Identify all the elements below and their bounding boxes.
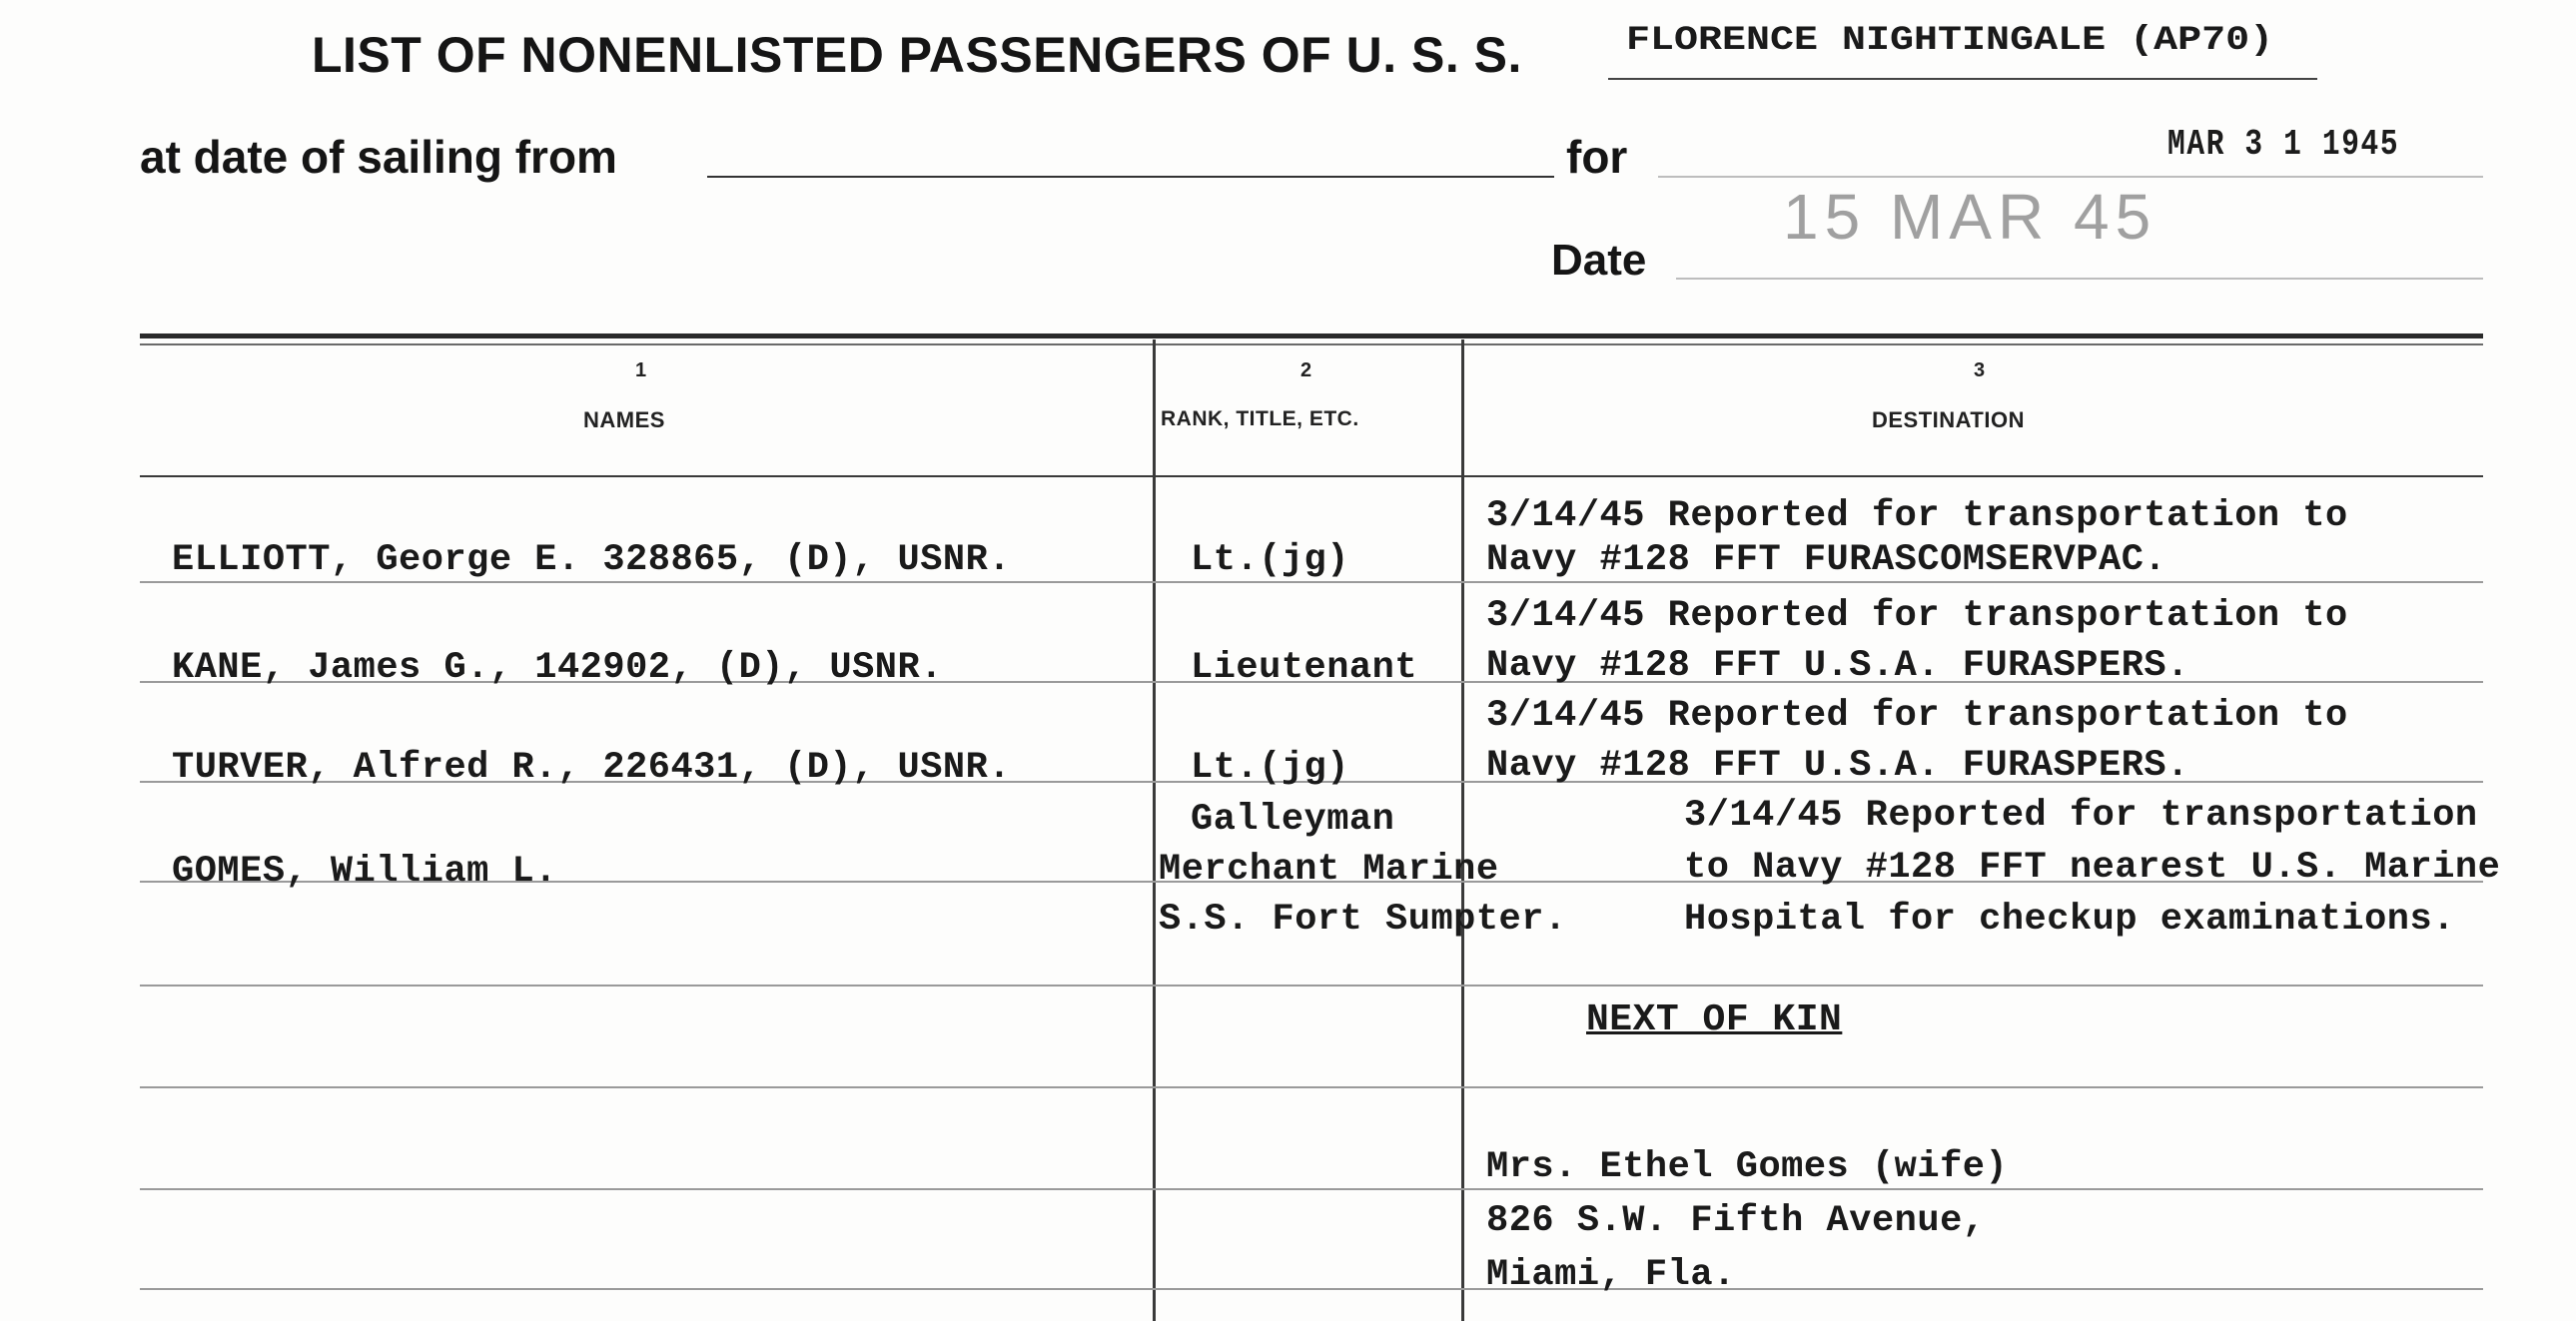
column-header-destination: DESTINATION <box>1872 407 2025 432</box>
ship-name: FLORENCE NIGHTINGALE (AP70) <box>1626 22 2274 61</box>
date-label: Date <box>1551 236 1647 285</box>
row-rule <box>140 1288 2483 1290</box>
passenger-name: KANE, James G., 142902, (D), USNR. <box>172 647 943 689</box>
column-number-rank: 2 <box>1300 359 1312 381</box>
header-bottom-rule <box>140 475 2483 477</box>
passenger-name: ELLIOTT, George E. 328865, (D), USNR. <box>172 539 1012 581</box>
row-rule <box>140 1188 2483 1190</box>
row-rule <box>140 1086 2483 1088</box>
column-header-rank: RANK, TITLE, ETC. <box>1161 407 1359 430</box>
next-of-kin-line: 826 S.W. Fifth Avenue, <box>1486 1200 1986 1242</box>
destination-line: 3/14/45 Reported for transportation <box>1684 795 2478 837</box>
sailing-from-label: at date of sailing from <box>140 131 617 183</box>
column-number-names: 1 <box>635 359 647 381</box>
column-number-destination: 3 <box>1974 359 1986 381</box>
column-divider-2 <box>1461 339 1464 1321</box>
for-label: for <box>1566 131 1628 183</box>
destination-line: Hospital for checkup examinations. <box>1684 899 2455 941</box>
passenger-rank: Lieutenant <box>1191 647 1418 689</box>
for-line <box>1658 176 2483 178</box>
received-date-stamp: MAR 3 1 1945 <box>2167 124 2400 165</box>
table-top-rule-secondary <box>140 343 2483 345</box>
next-of-kin-line: Mrs. Ethel Gomes (wife) <box>1486 1146 2009 1188</box>
next-of-kin-line: Miami, Fla. <box>1486 1254 1736 1296</box>
passenger-rank: S.S. Fort Sumpter. <box>1159 899 1567 941</box>
destination-line: to Navy #128 FFT nearest U.S. Marine <box>1684 847 2501 889</box>
table-top-rule <box>140 333 2483 338</box>
passenger-rank: Merchant Marine <box>1159 849 1499 891</box>
next-of-kin-heading: NEXT OF KIN <box>1586 998 1843 1041</box>
column-header-names: NAMES <box>583 407 665 432</box>
passenger-rank: Galleyman <box>1191 799 1395 841</box>
destination-line: Navy #128 FFT U.S.A. FURASPERS. <box>1486 745 2189 787</box>
destination-line: Navy #128 FFT U.S.A. FURASPERS. <box>1486 645 2189 687</box>
destination-line: 3/14/45 Reported for transportation to <box>1486 495 2348 537</box>
document-title: LIST OF NONENLISTED PASSENGERS OF U. S. S. <box>312 27 1522 83</box>
column-divider-1 <box>1153 339 1156 1321</box>
row-rule <box>140 581 2483 583</box>
sailing-from-line <box>707 176 1554 178</box>
passenger-name: TURVER, Alfred R., 226431, (D), USNR. <box>172 747 1012 789</box>
destination-line: 3/14/45 Reported for transportation to <box>1486 695 2348 737</box>
row-rule <box>140 985 2483 987</box>
ship-name-underline <box>1608 78 2317 80</box>
destination-line: Navy #128 FFT FURASCOMSERVPAC. <box>1486 539 2167 581</box>
passenger-rank: Lt.(jg) <box>1191 747 1349 789</box>
passenger-name: GOMES, William L. <box>172 851 557 893</box>
destination-line: 3/14/45 Reported for transportation to <box>1486 595 2348 637</box>
date-stamp: 15 MAR 45 <box>1783 181 2157 253</box>
passenger-rank: Lt.(jg) <box>1191 539 1349 581</box>
date-line <box>1676 278 2483 280</box>
